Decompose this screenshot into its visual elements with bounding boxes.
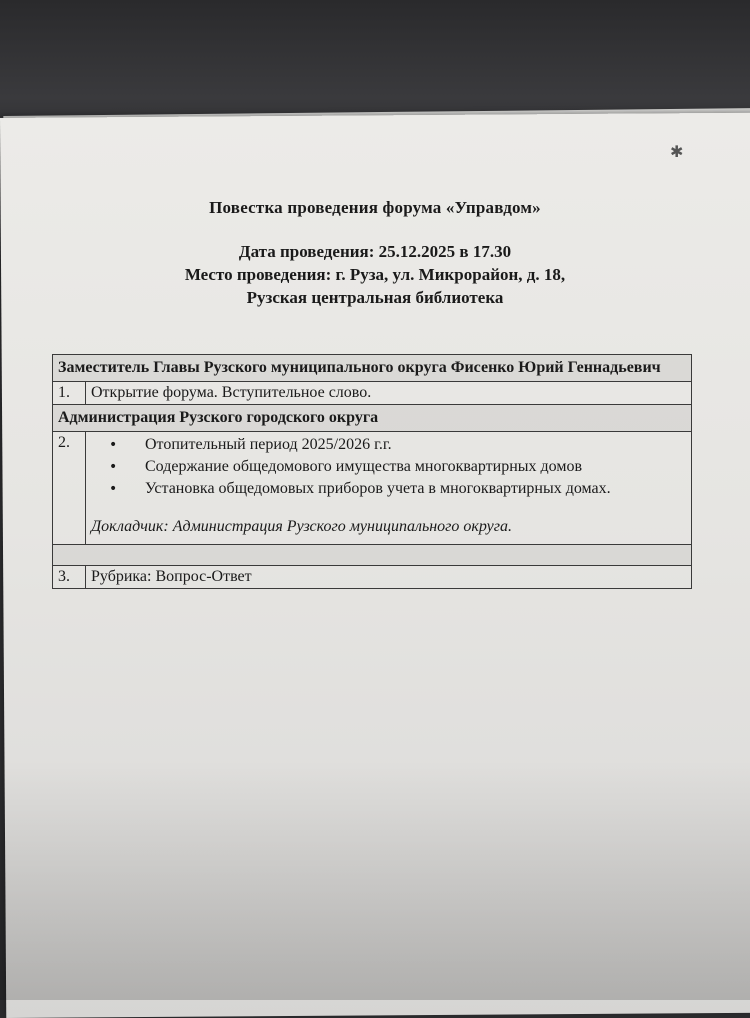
agenda-row (53, 432, 692, 545)
row-text: Открытие форума. Вступительное слово. (86, 382, 692, 405)
section-1-header: Заместитель Главы Рузского муниципального округа Фисенко Юрий Геннадьевич (53, 355, 692, 382)
topic-list (91, 434, 686, 500)
list-item: • Отопительный период 2025/2026 г.г. (145, 434, 686, 456)
staple-icon: ✱ (670, 142, 684, 161)
document-header (0, 198, 750, 309)
row-number: 3. (53, 566, 86, 589)
row-text: Рубрика: Вопрос-Ответ (86, 566, 692, 589)
row-number: 2. (53, 432, 86, 545)
agenda-section-header (53, 355, 692, 382)
section-2-header: Администрация Рузского городского округа (53, 405, 692, 432)
empty-cell (53, 545, 692, 566)
list-item: • Установка общедомовых приборов учета в многоквартирных домах. (145, 478, 686, 500)
agenda-section-header (53, 405, 692, 432)
row-number: 1. (53, 382, 86, 405)
event-date: Дата проведения: 25.12.2025 в 17.30 (238, 242, 512, 261)
event-place-line-2: Рузская центральная библиотека (246, 288, 504, 307)
agenda-row (53, 382, 692, 405)
agenda-row (53, 566, 692, 589)
event-place-line-1: Место проведения: г. Руза, ул. Микрорайон, д. 18, (184, 265, 566, 284)
speaker-note: Докладчик: Администрация Рузского муниципального округа. (91, 518, 513, 535)
agenda-table (52, 354, 692, 589)
empty-row (53, 545, 692, 566)
list-item: • Содержание общедомового имущества многоквартирных домов (145, 456, 686, 478)
document-title: Повестка проведения форума «Управдом» (209, 198, 541, 217)
row-content (86, 432, 692, 545)
